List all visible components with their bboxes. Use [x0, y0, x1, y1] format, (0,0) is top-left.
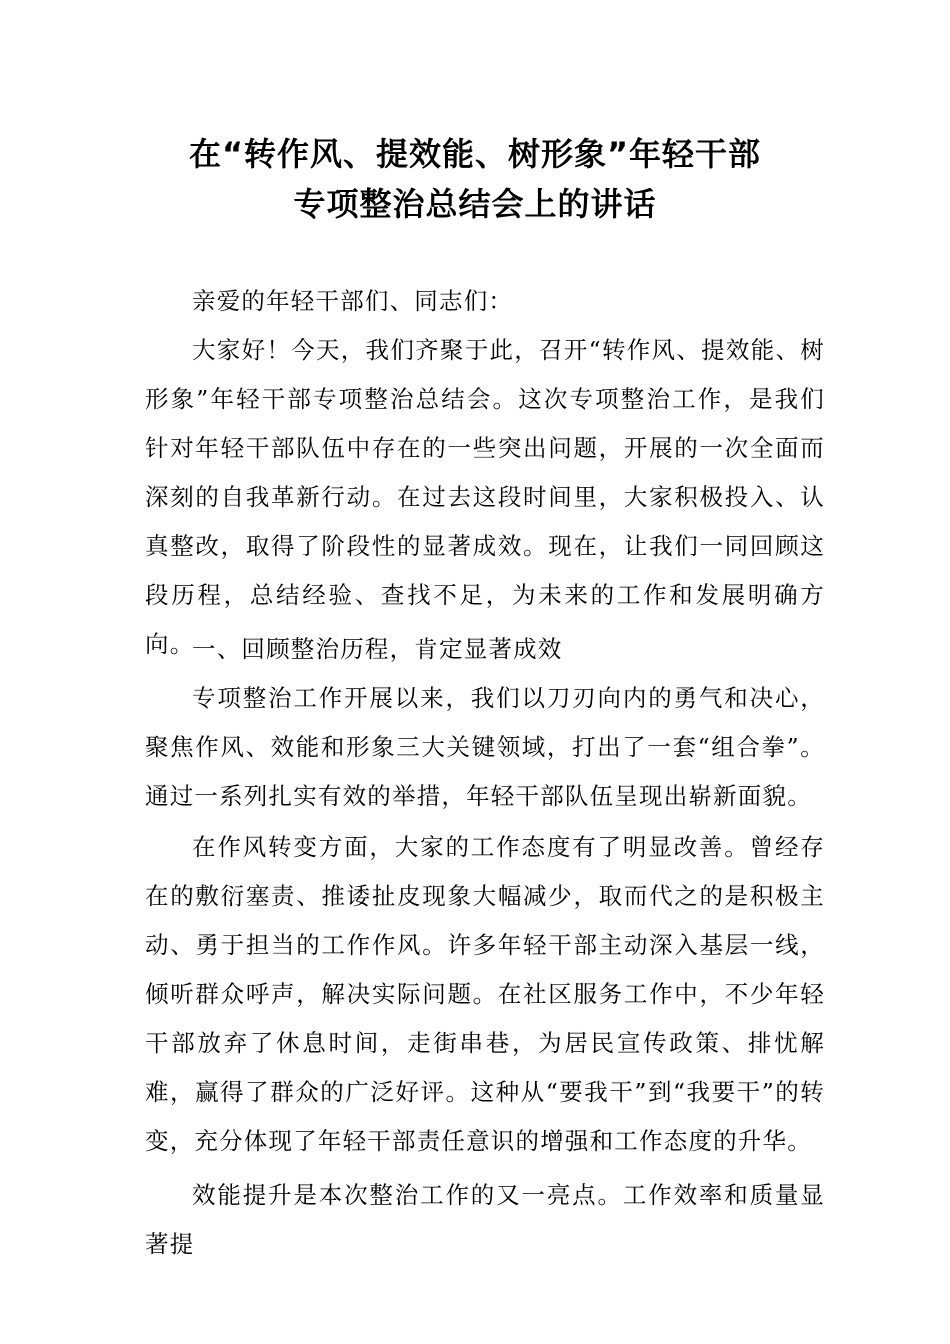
paragraph-opening: 大家好！今天，我们齐聚于此，召开“转作风、提效能、树形象”年轻干部专项整治总结会。这次专项整治工作，是我们针对年轻干部队伍中存在的一些突出问题，开展的一次全面而深刻的自我革新行动。在过去这段时间里，大家积极投入、认真整改，取得了阶段性的显著成效。现在，让我们一同回顾这段历程，总结经验、查找不足，为未来的工作和发展明确方向。 [145, 336, 825, 658]
speech-title-line-1: 在“转作风、提效能、树形象”年轻干部 [188, 135, 762, 173]
section-heading-1: 一、回顾整治历程，肯定显著成效 [192, 635, 563, 663]
paragraph-work-style: 在作风转变方面，大家的工作态度有了明显改善。曾经存在的敷衍塞责、推诿扯皮现象大幅减少，取而代之的是积极主动、勇于担当的工作作风。许多年轻干部主动深入基层一线，倾听群众呼声，解决实际问题。在社区服务工作中，不少年轻干部放弃了休息时间，走街串巷，为居民宣传政策、排忧解难，赢得了群众的广泛好评。这种从“要我干”到“我要干”的转变，充分体现了年轻干部责任意识的增强和工作态度的升华。 [145, 833, 825, 1155]
speech-title-line-2: 专项整治总结会上的讲话 [293, 185, 657, 223]
paragraph-section-1-intro: 专项整治工作开展以来，我们以刀刃向内的勇气和决心，聚焦作风、效能和形象三大关键领域，打出了一套“组合拳”。通过一系列扎实有效的举措，年轻干部队伍呈现出崭新面貌。 [145, 684, 825, 810]
paragraph-efficiency: 效能提升是本次整治工作的又一亮点。工作效率和质量显著提 [145, 1181, 825, 1258]
salutation: 亲爱的年轻干部们、同志们： [192, 287, 514, 315]
